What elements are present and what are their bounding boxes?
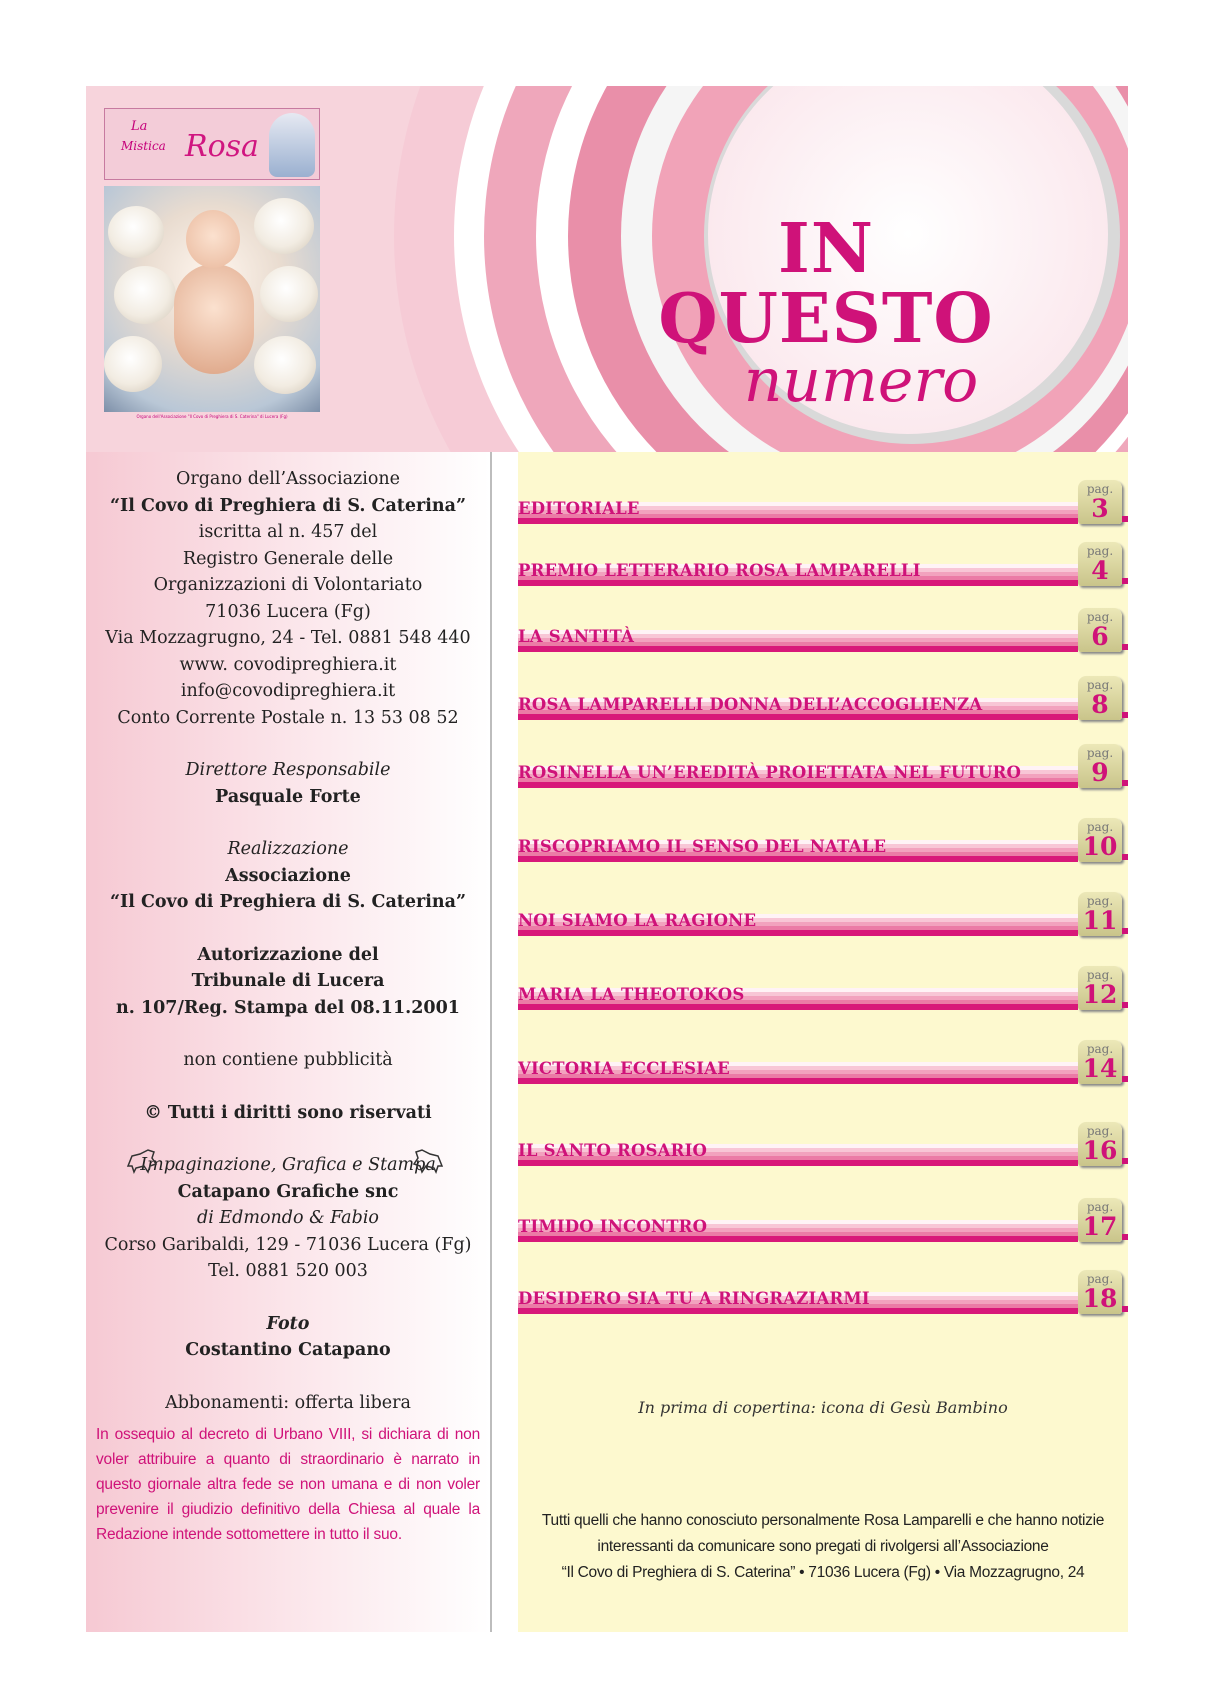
toc-item-title: ROSINELLA UN’EREDITÀ PROIETTATA NEL FUTURO — [518, 763, 1022, 782]
page-tab-dot — [1122, 1306, 1128, 1312]
printer-logo-icon — [410, 1144, 446, 1174]
publication-info — [86, 466, 490, 1547]
print-label: Impaginazione, Grafica e Stampa — [140, 1155, 436, 1175]
cover-masthead — [104, 108, 320, 180]
column-divider — [490, 452, 492, 1632]
director-name: Pasquale Forte — [215, 786, 361, 807]
toc-item[interactable] — [518, 1270, 1128, 1314]
toc-item-title: TIMIDO INCONTRO — [518, 1217, 708, 1236]
masthead-mistica: Mistica — [121, 139, 166, 153]
page-tab — [1078, 542, 1122, 586]
toc-item-title: IL SANTO ROSARIO — [518, 1141, 708, 1160]
disclaimer: In ossequio al decreto di Urbano VIII, si dichiara di non voler attribuire a quanto di straordinario è narrato in questo giornale altra fede se non umana e di non voler prevenire il giudizio definitivo della Chiesa al quale la Redazione intende sottomettere in tutto il suo. — [96, 1426, 480, 1543]
org-intro: Organo dell’Associazione — [176, 469, 400, 489]
toc-item[interactable] — [518, 966, 1128, 1010]
rose-image — [254, 198, 314, 254]
page-number: 6 — [1091, 622, 1109, 651]
printer-tel: Tel. 0881 520 003 — [208, 1261, 368, 1281]
realizzazione-line-2: “Il Covo di Preghiera di S. Caterina” — [109, 892, 467, 912]
page-number: 14 — [1082, 1054, 1118, 1083]
page-tab-dot — [1122, 578, 1128, 584]
director-label: Direttore Responsabile — [185, 760, 391, 780]
realizzazione-line-1: Associazione — [225, 865, 351, 886]
realizzazione-label: Realizzazione — [227, 839, 349, 859]
toc-item-title: LA SANTITÀ — [518, 627, 635, 646]
page-tab — [1078, 480, 1122, 524]
toc-item[interactable] — [518, 542, 1128, 586]
title-line1: IN QUESTO — [658, 209, 994, 359]
page-tab-dot — [1122, 1076, 1128, 1082]
no-ads-notice: non contiene pubblicità — [183, 1050, 393, 1070]
page-tab — [1078, 818, 1122, 862]
toc-item-title: PREMIO LETTERARIO ROSA LAMPARELLI — [518, 561, 921, 580]
masthead-la: La — [131, 119, 148, 134]
page-tab — [1078, 892, 1122, 936]
page-tab-dot — [1122, 1002, 1128, 1008]
registration-line-2: Registro Generale delle — [182, 548, 394, 569]
contact-note-line-3: “Il Covo di Preghiera di S. Caterina” • 71036 Lucera (Fg) • Via Mozzagrugno, 24 — [561, 1564, 1085, 1581]
page-number: 16 — [1082, 1136, 1118, 1165]
rose-image — [260, 266, 318, 322]
rose-image — [114, 266, 176, 324]
subscriptions: Abbonamenti: offerta libera — [165, 1392, 411, 1413]
page-number: 11 — [1082, 906, 1118, 935]
page-abbrev: pag. — [1086, 1272, 1114, 1286]
page-abbrev: pag. — [1086, 1042, 1114, 1056]
page-number: 8 — [1091, 690, 1109, 719]
toc-item[interactable] — [518, 744, 1128, 788]
page-title — [616, 209, 1036, 416]
website-link[interactable]: www. covodipreghiera.it — [179, 654, 397, 675]
page-tab — [1078, 608, 1122, 652]
page-abbrev: pag. — [1086, 1200, 1114, 1214]
page-tab-dot — [1122, 928, 1128, 934]
org-city: 71036 Lucera (Fg) — [205, 601, 371, 622]
cover-caption: Organo dell'Associazione "Il Covo di Preghiera di S. Caterina" di Lucera (Fg) — [136, 414, 288, 419]
registration-line-1: iscritta al n. 457 del — [198, 522, 378, 542]
page-tab — [1078, 676, 1122, 720]
page-tab-dot — [1122, 1158, 1128, 1164]
toc-item-title: DESIDERO SIA TU A RINGRAZIARMI — [518, 1289, 870, 1308]
page-abbrev: pag. — [1086, 968, 1114, 982]
toc-item[interactable] — [518, 892, 1128, 936]
madonna-image — [269, 113, 315, 177]
magazine-page — [86, 86, 1128, 1632]
page-tab-dot — [1122, 516, 1128, 522]
page-abbrev: pag. — [1086, 482, 1114, 496]
page-abbrev: pag. — [1086, 678, 1114, 692]
toc-item[interactable] — [518, 1040, 1128, 1084]
rose-image — [254, 336, 316, 394]
toc-item[interactable] — [518, 1122, 1128, 1166]
baby-jesus-head — [186, 210, 240, 268]
page-abbrev: pag. — [1086, 610, 1114, 624]
contact-note-line-1: Tutti quelli che hanno conosciuto personalmente Rosa Lamparelli e che hanno notizie — [541, 1512, 1105, 1529]
page-tab-dot — [1122, 712, 1128, 718]
masthead-rosa: Rosa — [185, 129, 259, 164]
photo-label: Foto — [266, 1313, 310, 1334]
header-banner — [86, 86, 1128, 452]
toc-item-title: ROSA LAMPARELLI DONNA DELL’ACCOGLIENZA — [518, 695, 983, 714]
toc-item[interactable] — [518, 1198, 1128, 1242]
page-abbrev: pag. — [1086, 1124, 1114, 1138]
page-number: 3 — [1091, 494, 1109, 523]
page-tab — [1078, 1122, 1122, 1166]
page-abbrev: pag. — [1086, 746, 1114, 760]
org-address: Via Mozzagrugno, 24 - Tel. 0881 548 440 — [105, 628, 471, 648]
title-line2: numero — [743, 346, 979, 416]
authorization-line-1: Autorizzazione del — [197, 944, 379, 965]
contact-note-line-2: interessanti da comunicare sono pregati di rivolgersi all’Associazione — [597, 1538, 1049, 1555]
rose-image — [104, 336, 162, 392]
page-number: 10 — [1082, 832, 1118, 861]
page-number: 18 — [1082, 1284, 1118, 1313]
page-tab-dot — [1122, 1234, 1128, 1240]
cover-photo — [104, 186, 320, 412]
page-tab-dot — [1122, 780, 1128, 786]
printer-name: Catapano Grafiche snc — [177, 1181, 399, 1202]
toc-item-title: EDITORIALE — [518, 499, 640, 518]
page-abbrev: pag. — [1086, 820, 1114, 834]
page-tab-dot — [1122, 644, 1128, 650]
rights-notice: © Tutti i diritti sono riservati — [144, 1102, 432, 1123]
baby-jesus-body — [174, 264, 254, 374]
toc-item-title: NOI SIAMO LA RAGIONE — [518, 911, 757, 930]
page-abbrev: pag. — [1086, 544, 1114, 558]
toc-item-title: VICTORIA ECCLESIAE — [518, 1059, 730, 1078]
page-number: 9 — [1091, 758, 1109, 787]
masthead-info-column — [86, 452, 490, 1632]
email-link[interactable]: info@covodipreghiera.it — [180, 681, 396, 701]
cover-note: In prima di copertina: icona di Gesù Bambino — [638, 1398, 1008, 1417]
rose-image — [108, 206, 164, 258]
page-abbrev: pag. — [1086, 894, 1114, 908]
page-number: 4 — [1091, 556, 1109, 585]
org-name: “Il Covo di Preghiera di S. Caterina” — [109, 495, 467, 516]
printer-address: Corso Garibaldi, 129 - 71036 Lucera (Fg) — [104, 1234, 472, 1255]
printer-logo-icon — [124, 1144, 160, 1174]
table-of-contents — [518, 452, 1128, 1632]
cover-thumbnail — [104, 108, 320, 432]
page-number: 17 — [1082, 1212, 1118, 1241]
page-tab — [1078, 1198, 1122, 1242]
page-tab — [1078, 744, 1122, 788]
contact-note — [518, 1508, 1128, 1586]
authorization-line-3: n. 107/Reg. Stampa del 08.11.2001 — [116, 997, 460, 1018]
printer-owners: di Edmondo & Fabio — [197, 1208, 379, 1228]
photo-name: Costantino Catapano — [185, 1340, 391, 1360]
toc-item[interactable] — [518, 818, 1128, 862]
page-tab — [1078, 966, 1122, 1010]
authorization-line-2: Tribunale di Lucera — [191, 971, 385, 991]
toc-item[interactable] — [518, 608, 1128, 652]
registration-line-3: Organizzazioni di Volontariato — [153, 575, 423, 595]
toc-item[interactable] — [518, 480, 1128, 524]
page-number: 12 — [1082, 980, 1118, 1009]
page-tab-dot — [1122, 854, 1128, 860]
page-tab — [1078, 1040, 1122, 1084]
postal-account: Conto Corrente Postale n. 13 53 08 52 — [117, 707, 459, 728]
toc-item-title: MARIA LA THEOTOKOS — [518, 985, 745, 1004]
toc-item-title: RISCOPRIAMO IL SENSO DEL NATALE — [518, 837, 887, 856]
page-tab — [1078, 1270, 1122, 1314]
toc-item[interactable] — [518, 676, 1128, 720]
